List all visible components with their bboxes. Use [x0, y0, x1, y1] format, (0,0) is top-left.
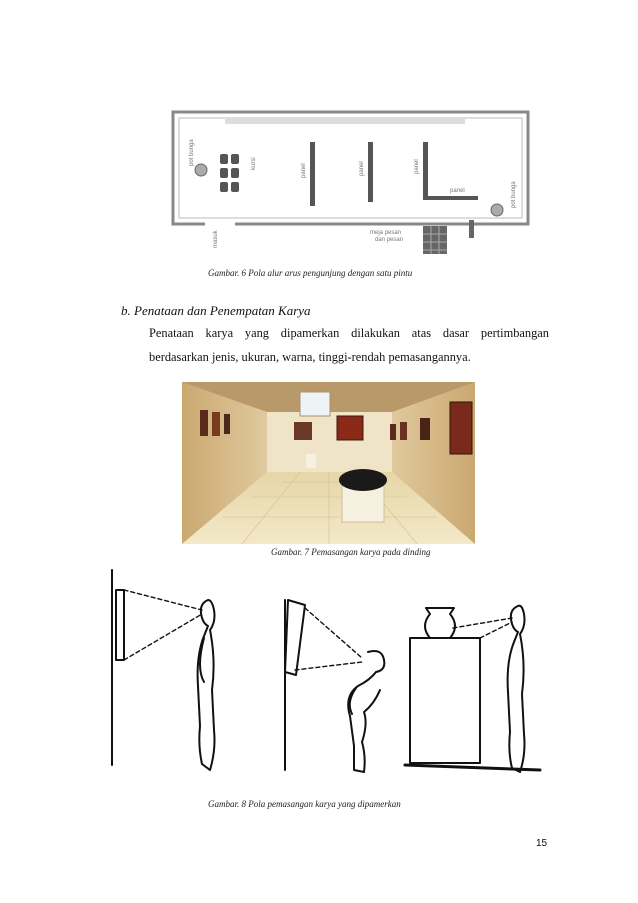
viewing-posture-figure — [100, 560, 550, 785]
chairs — [220, 154, 239, 192]
posture-bending-tilted — [285, 600, 384, 772]
panel-1 — [310, 142, 315, 206]
floor-plan-figure — [165, 108, 535, 263]
panel-3 — [423, 142, 428, 200]
pot-bunga-label: pot bunga — [189, 139, 195, 166]
section-heading: b. Penataan dan Penempatan Karya — [121, 303, 311, 318]
painting-back-small — [294, 422, 312, 440]
inner-wall — [179, 118, 522, 218]
panel-label-2: panel — [359, 161, 365, 176]
posture-standing-wall — [112, 570, 215, 770]
pedestal-back — [306, 454, 316, 468]
back-wall — [267, 412, 392, 472]
painting-left-1 — [200, 410, 208, 436]
side-post — [469, 220, 474, 238]
paragraph-line-1: Penataan karya yang dipamerkan dilakukan atas dasar pertimbangan — [149, 326, 549, 340]
pot-bunga-label-2: pot bunga — [511, 181, 517, 208]
outer-wall — [173, 112, 528, 224]
gallery-photo — [182, 382, 475, 544]
posture-pedestal-object — [405, 606, 540, 772]
painting-right-3 — [420, 418, 430, 440]
sculpture — [339, 469, 387, 491]
panel-2 — [368, 142, 373, 202]
entrance-gap — [205, 220, 235, 228]
painting-right-1 — [390, 424, 396, 440]
flower-pot-left — [195, 164, 207, 176]
panel-label-1: panel — [301, 163, 307, 178]
skylight-window — [300, 392, 330, 416]
painting-right-large — [450, 402, 472, 454]
figure7-caption: Gambar. 7 Pemasangan karya pada dinding — [271, 547, 431, 557]
paragraph-line-2: berdasarkan jenis, ukuran, warna, tinggi-rendah pemasangannya. — [149, 350, 471, 364]
top-band — [225, 119, 465, 124]
page-number: 15 — [536, 838, 548, 849]
dan-pesan-label: dan pesan — [375, 237, 404, 243]
masuk-label: masuk — [213, 230, 219, 248]
kursi-label: kursi — [251, 157, 257, 170]
panel-4 — [423, 196, 478, 200]
painting-left-3 — [224, 414, 230, 434]
figure6-caption: Gambar. 6 Pola alur arus pengunjung dengan satu pintu — [208, 268, 413, 278]
painting-left-2 — [212, 412, 220, 436]
flower-pot-right — [491, 204, 503, 216]
figure8-caption: Gambar. 8 Pola pemasangan karya yang dipamerkan — [208, 799, 401, 809]
pedestal — [342, 486, 384, 522]
panel-label-4: panel — [450, 188, 465, 194]
painting-back — [337, 416, 363, 440]
panel-label-3: panel — [414, 159, 420, 174]
meja-pesan-label: meja pesan — [370, 230, 402, 236]
painting-right-2 — [400, 422, 407, 440]
